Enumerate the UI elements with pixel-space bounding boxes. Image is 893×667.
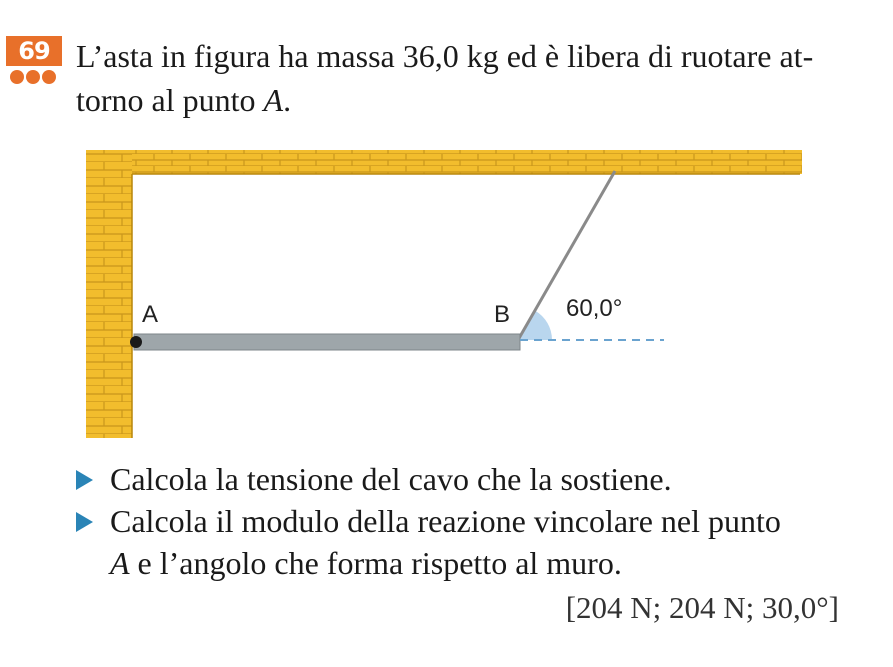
pivot-point-icon bbox=[130, 336, 142, 348]
point-a-ref: A bbox=[110, 545, 130, 581]
bullet-triangle-icon bbox=[76, 470, 93, 490]
difficulty-dot-icon bbox=[42, 70, 56, 84]
difficulty-dot-icon bbox=[26, 70, 40, 84]
problem-line-2: torno al punto A. bbox=[76, 82, 292, 118]
answer-text: [204 N; 204 N; 30,0°] bbox=[565, 590, 839, 625]
problem-statement bbox=[76, 34, 856, 122]
point-a-ref: A bbox=[263, 82, 284, 118]
task-item: Calcola la tensione del cavo che la sostiene. bbox=[74, 458, 874, 500]
label-a: A bbox=[142, 301, 159, 328]
problem-line-1: L’asta in figura ha massa 36,0 kg ed è libera di ruotare at- bbox=[76, 38, 814, 74]
task-item: Calcola il modulo della reazione vincolare nel punto A e l’angolo che forma rispetto al muro. bbox=[74, 500, 874, 584]
problem-number-badge: 69 bbox=[6, 36, 62, 66]
difficulty-dots bbox=[10, 70, 58, 84]
physics-figure bbox=[0, 130, 893, 450]
rod bbox=[134, 334, 520, 350]
ceiling-wall bbox=[86, 150, 802, 174]
difficulty-dot-icon bbox=[10, 70, 24, 84]
label-b: B bbox=[494, 301, 511, 328]
bullet-triangle-icon bbox=[76, 512, 93, 532]
angle-sector bbox=[518, 311, 552, 340]
vertical-wall bbox=[86, 150, 132, 438]
angle-label: 60,0° bbox=[566, 295, 623, 322]
task-list bbox=[74, 458, 874, 584]
